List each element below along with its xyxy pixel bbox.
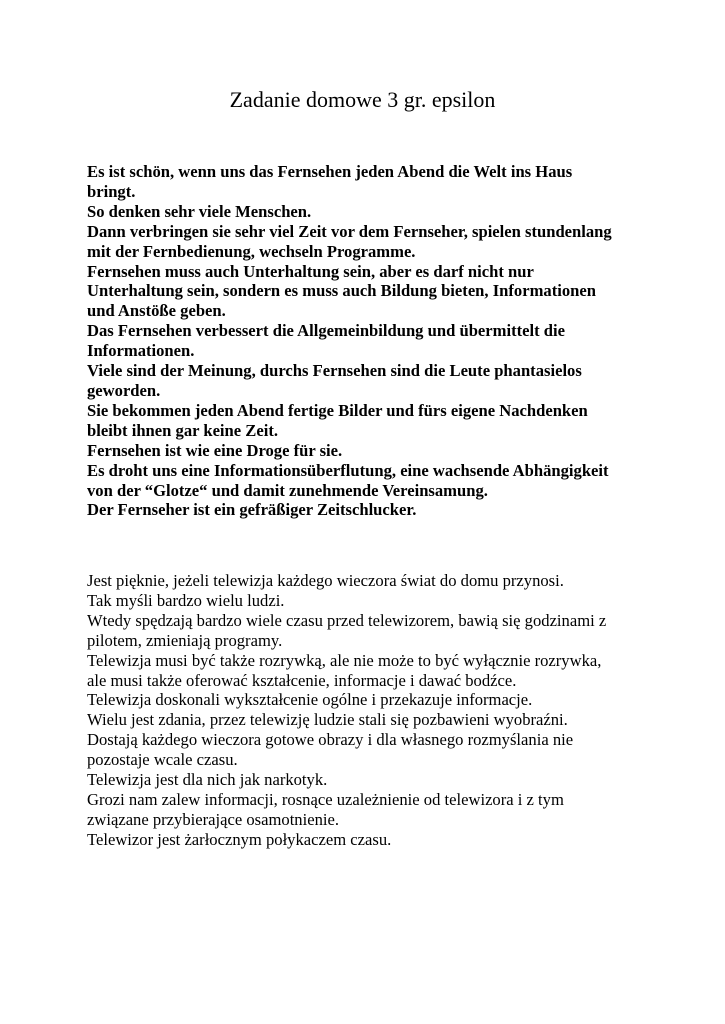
- polish-line: Grozi nam zalew informacji, rosnące uzależnienie od telewizora i z tym: [87, 789, 564, 809]
- german-line: Der Fernseher ist ein gefräßiger Zeitschlucker.: [87, 500, 417, 520]
- german-line: Es droht uns eine Informationsüberflutung, eine wachsende Abhängigkeit: [87, 460, 609, 480]
- german-line: mit der Fernbedienung, wechseln Programme.: [87, 241, 416, 261]
- german-line: Es ist schön, wenn uns das Fernsehen jeden Abend die Welt ins Haus: [87, 162, 573, 181]
- polish-line: ale musi także oferować kształcenie, informacje i dawać bodźce.: [87, 670, 517, 690]
- german-line: Viele sind der Meinung, durchs Fernsehen sind die Leute phantasielos: [87, 361, 582, 381]
- polish-text-block: [87, 571, 647, 850]
- polish-line: Dostają każdego wieczora gotowe obrazy i dla własnego rozmyślania nie: [87, 730, 574, 750]
- german-line: Informationen.: [87, 341, 195, 361]
- german-line: Fernsehen muss auch Unterhaltung sein, aber es darf nicht nur: [87, 261, 534, 281]
- polish-line: Telewizja jest dla nich jak narkotyk.: [87, 770, 328, 790]
- polish-line: Jest pięknie, jeżeli telewizja każdego wieczora świat do domu przynosi.: [87, 571, 564, 590]
- german-line: geworden.: [87, 380, 161, 400]
- german-line: Das Fernsehen verbessert die Allgemeinbildung und übermittelt die: [87, 321, 565, 341]
- polish-line: pozostaje wcale czasu.: [87, 750, 238, 770]
- german-line: Fernsehen ist wie eine Droge für sie.: [87, 440, 343, 460]
- german-line: Dann verbringen sie sehr viel Zeit vor dem Fernseher, spielen stundenlang: [87, 221, 612, 241]
- polish-line: pilotem, zmieniają programy.: [87, 630, 283, 650]
- polish-line: Wtedy spędzają bardzo wiele czasu przed telewizorem, bawią się godzinami z: [87, 610, 607, 630]
- german-line: Unterhaltung sein, sondern es muss auch Bildung bieten, Informationen: [87, 281, 596, 301]
- german-line: Sie bekommen jeden Abend fertige Bilder und fürs eigene Nachdenken: [87, 400, 588, 420]
- german-text-block: [87, 162, 647, 520]
- polish-line: Wielu jest zdania, przez telewizję ludzie stali się pozbawieni wyobraźni.: [87, 710, 568, 730]
- polish-line: związane przybierające osamotnienie.: [87, 809, 339, 829]
- polish-line: Telewizor jest żarłocznym połykaczem czasu.: [87, 829, 392, 849]
- german-line: und Anstöße geben.: [87, 301, 226, 321]
- german-line: von der “Glotze“ und damit zunehmende Vereinsamung.: [87, 480, 488, 500]
- polish-line: Tak myśli bardzo wielu ludzi.: [87, 590, 285, 610]
- german-line: So denken sehr viele Menschen.: [87, 201, 312, 221]
- document-title: Zadanie domowe 3 gr. epsilon: [229, 87, 496, 112]
- polish-line: Telewizja musi być także rozrywką, ale nie może to być wyłącznie rozrywka,: [87, 650, 602, 670]
- german-line: bleibt ihnen gar keine Zeit.: [87, 420, 278, 440]
- german-line: bringt.: [87, 181, 136, 201]
- polish-line: Telewizja doskonali wykształcenie ogólne i przekazuje informacje.: [87, 690, 533, 710]
